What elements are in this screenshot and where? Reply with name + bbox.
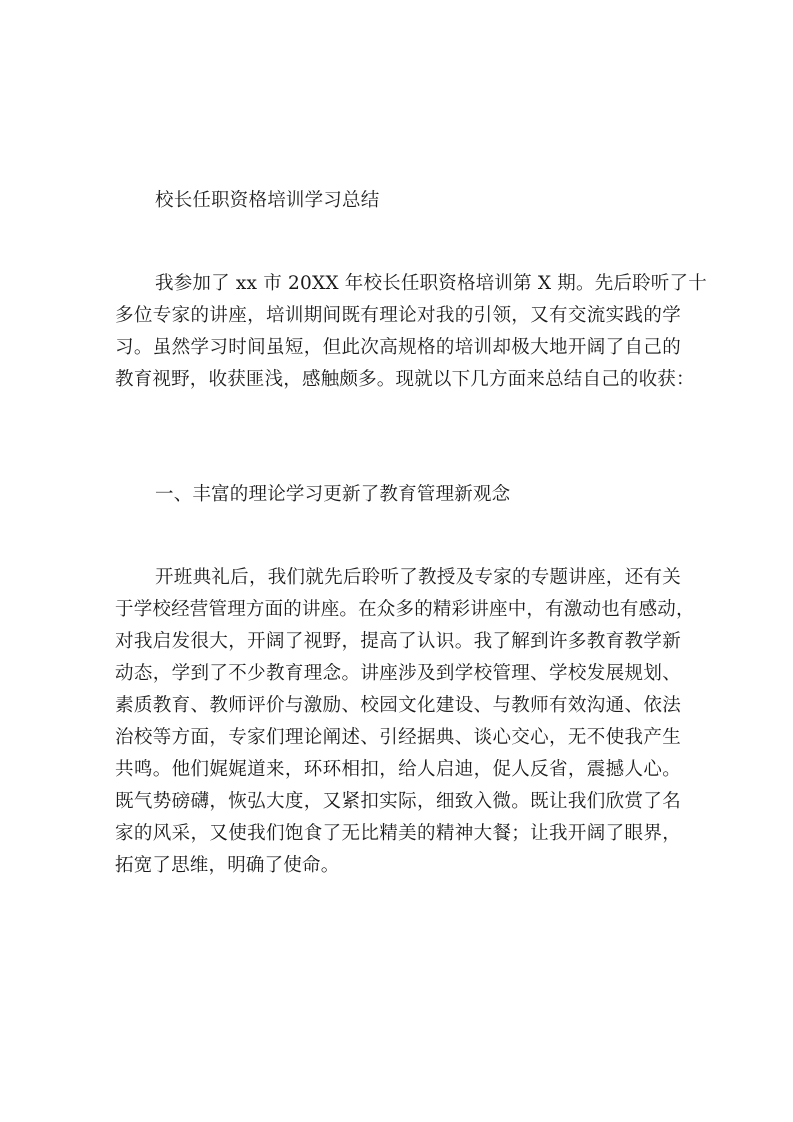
section-heading: 一、丰富的理论学习更新了教育管理新观念 [155, 484, 511, 505]
paragraph-line: 多位专家的讲座，培训期间既有理论对我的引领，又有交流实践的学 [115, 305, 681, 326]
paragraph-line: 家的风采，又使我们饱食了无比精美的精神大餐；让我开阔了眼界， [115, 823, 681, 844]
paragraph-line: 教育视野，收获匪浅，感触颇多。现就以下几方面来总结自己的收获： [115, 369, 695, 390]
paragraph-line: 动态，学到了不少教育理念。讲座涉及到学校管理、学校发展规划、 [115, 663, 681, 684]
paragraph-line: 治校等方面，专家们理论阐述、引经据典、谈心交心，无不使我产生 [115, 727, 681, 748]
paragraph-line: 共鸣。他们娓娓道来，环环相扣，给人启迪，促人反省，震撼人心。 [115, 759, 681, 780]
paragraph-line: 既气势磅礴，恢弘大度，又紧扣实际，细致入微。既让我们欣赏了名 [115, 791, 681, 812]
document-title: 校长任职资格培训学习总结 [155, 190, 380, 211]
paragraph-line: 对我启发很大，开阔了视野，提高了认识。我了解到许多教育教学新 [115, 631, 681, 652]
paragraph-line: 开班典礼后，我们就先后聆听了教授及专家的专题讲座，还有关 [155, 567, 681, 588]
paragraph-line: 于学校经营管理方面的讲座。在众多的精彩讲座中，有激动也有感动， [115, 599, 695, 620]
paragraph-line: 拓宽了思维，明确了使命。 [115, 855, 340, 876]
paragraph-line: 我参加了 xx 市 20XX 年校长任职资格培训第 X 期。先后聆听了十 [155, 273, 707, 294]
paragraph-line: 习。虽然学习时间虽短，但此次高规格的培训却极大地开阔了自己的 [115, 337, 681, 358]
paragraph-line: 素质教育、教师评价与激励、校园文化建设、与教师有效沟通、依法 [115, 695, 681, 716]
